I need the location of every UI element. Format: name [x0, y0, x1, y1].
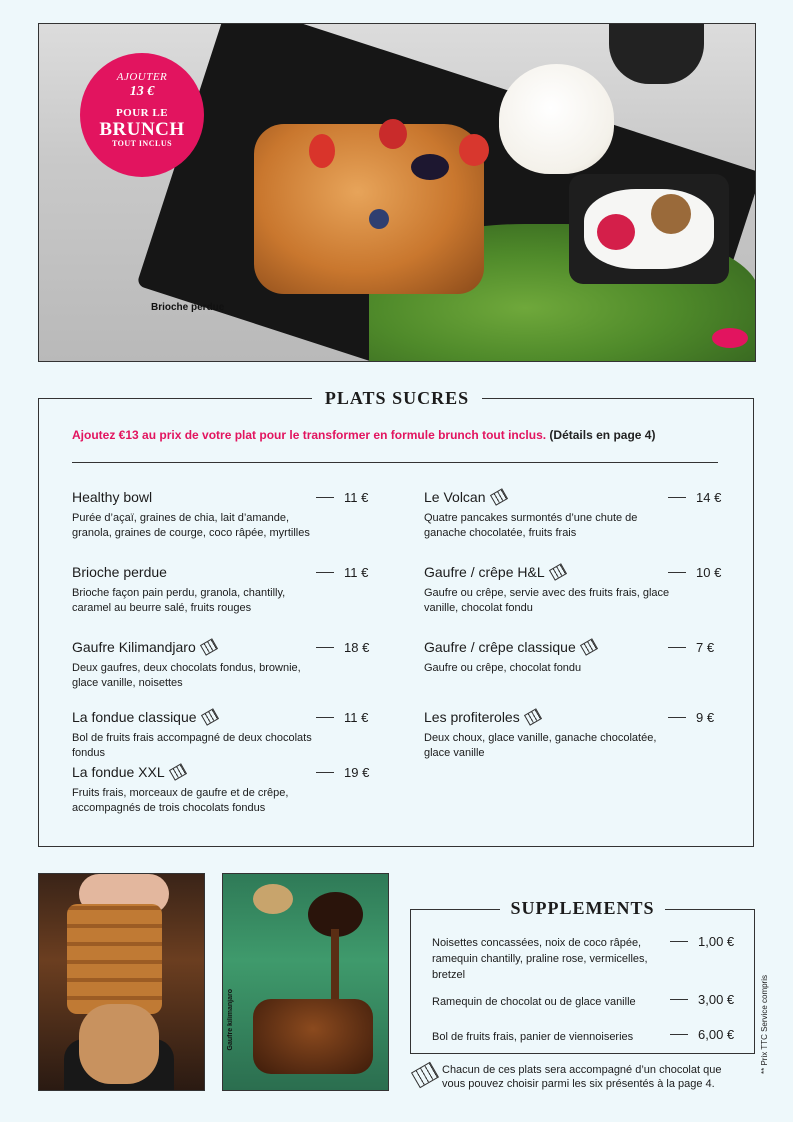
menu-item-description: Bol de fruits frais accompagné de deux chocolats fondus	[72, 732, 312, 759]
supplement-item: Ramequin de chocolat ou de glace vanille	[432, 996, 636, 1008]
menu-item-name-text: La fondue classique	[72, 709, 197, 725]
caramel-dip-image	[79, 1004, 159, 1084]
menu-item-price	[668, 640, 714, 655]
price-dash	[316, 717, 334, 718]
waffle-image	[67, 904, 162, 1014]
chocolate-bar-icon	[200, 638, 218, 655]
menu-item-description: Purée d’açaï, graines de chia, lait d’amande, granola, graines de courge, coco râpée, myrtilles	[72, 512, 310, 539]
menu-item-name-text: Gaufre / crêpe classique	[424, 639, 576, 655]
menu-item-description: Quatre pancakes surmontés d’une chute de ganache chocolatée, fruits frais	[424, 512, 638, 539]
supplement-price	[670, 992, 734, 1007]
menu-item-name-text: Healthy bowl	[72, 489, 153, 505]
coffee-cup-image	[609, 23, 704, 84]
supplement-item: Bol de fruits frais, panier de viennoiseries	[432, 1031, 634, 1043]
price-dash	[668, 717, 686, 718]
menu-item-price-value: 10 €	[696, 565, 722, 580]
menu-item-price	[316, 710, 368, 725]
menu-item-price-value: 19 €	[344, 765, 370, 780]
menu-item-price	[668, 565, 721, 580]
menu-item-price	[316, 490, 368, 505]
kilimanjaro-photo	[222, 873, 389, 1091]
badge-line-3: POUR LE	[115, 107, 169, 119]
chocolate-bar-icon	[524, 708, 542, 725]
price-dash	[668, 497, 686, 498]
price-dash	[316, 572, 334, 573]
badge-line-2: 13 €	[129, 84, 155, 99]
brunch-promo-text	[72, 428, 655, 442]
plats-sucres-title: PLATS SUCRES	[312, 388, 482, 410]
price-dash	[670, 1034, 688, 1035]
chocolate-note: Chacun de ces plats sera accompagné d’un chocolat que vous pouvez choisir parmi les six présentés à la page 4.	[442, 1064, 722, 1090]
raspberry-icon	[597, 214, 635, 250]
promo-details: (Détails en page 4)	[549, 428, 656, 442]
menu-item-price-value: 14 €	[696, 490, 722, 505]
strawberry-icon	[379, 119, 407, 149]
menu-item-price	[316, 640, 369, 655]
chocolate-bar-icon	[549, 563, 567, 580]
menu-item-name-text: Les profiteroles	[424, 709, 520, 725]
divider	[72, 462, 718, 463]
supplement-item: Noisettes concassées, noix de coco râpée, ramequin chantilly, praline rose, vermicelles, bretzel	[432, 937, 648, 981]
menu-item-price-value: 11 €	[344, 565, 369, 580]
promo-highlight: Ajoutez €13 au prix de votre plat pour le transformer en formule brunch tout inclus.	[72, 428, 547, 442]
menu-item-price-value: 7 €	[696, 640, 715, 655]
menu-item-description: Fruits frais, morceaux de gaufre et de crêpe, accompagnés de trois chocolats fondus	[72, 787, 289, 814]
walnut-icon	[651, 194, 691, 234]
badge-line-1: AJOUTER	[116, 71, 168, 83]
menu-item-name-text: Brioche perdue	[72, 564, 167, 580]
supplement-price-value: 1,00 €	[698, 934, 735, 949]
lips-logo-icon	[712, 328, 748, 348]
menu-item-price	[316, 565, 368, 580]
price-dash	[316, 647, 334, 648]
chocolate-bar-icon	[489, 488, 507, 505]
menu-item-price	[316, 765, 369, 780]
menu-item-price-value: 9 €	[696, 710, 715, 725]
menu-item-price-value: 11 €	[344, 490, 369, 505]
menu-item-name-text: Gaufre / crêpe H&L	[424, 564, 545, 580]
price-dash	[670, 941, 688, 942]
menu-item-name-text: Gaufre Kilimandjaro	[72, 639, 196, 655]
brioche-image	[254, 124, 484, 294]
whipped-cream-image	[499, 64, 614, 174]
chocolate-bar-icon	[580, 638, 598, 655]
menu-item-description: Gaufre ou crêpe, chocolat fondu	[424, 662, 582, 674]
chocolate-bar-icon	[411, 1062, 439, 1089]
menu-item-price	[668, 710, 714, 725]
price-dash	[668, 572, 686, 573]
price-info-note: ** Prix TTC Service compris	[760, 975, 769, 1074]
chocolate-bar-icon	[169, 763, 187, 780]
badge-line-5: TOUT INCLUS	[111, 139, 173, 148]
brunch-badge	[80, 53, 204, 177]
menu-item-description: Deux choux, glace vanille, ganache chocolatée, glace vanille	[424, 732, 657, 759]
supplements-title: SUPPLEMENTS	[500, 898, 665, 920]
chocolate-bar-icon	[200, 708, 218, 725]
waffle-stack-image	[253, 999, 373, 1074]
badge-line-4: BRUNCH	[99, 119, 185, 140]
menu-item-description: Deux gaufres, deux chocolats fondus, brownie, glace vanille, noisettes	[72, 662, 301, 689]
menu-item-name-text: Le Volcan	[424, 489, 486, 505]
nuts-image	[253, 884, 293, 914]
menu-item-price-value: 18 €	[344, 640, 370, 655]
supplement-price	[670, 934, 734, 949]
price-dash	[670, 999, 688, 1000]
menu-item-description: Gaufre ou crêpe, servie avec des fruits frais, glace vanille, chocolat fondu	[424, 587, 670, 614]
menu-item-description: Brioche façon pain perdu, granola, chantilly, caramel au beurre salé, fruits rouges	[72, 587, 286, 614]
strawberry-icon	[459, 134, 489, 166]
supplement-price-value: 3,00 €	[698, 992, 735, 1007]
waffle-dip-photo	[38, 873, 205, 1091]
kilimanjaro-caption: Gaufre kilimanjaro	[227, 989, 234, 1051]
supplement-price	[670, 1027, 734, 1042]
menu-item-price	[668, 490, 721, 505]
price-dash	[316, 497, 334, 498]
supplement-price-value: 6,00 €	[698, 1027, 735, 1042]
price-dash	[316, 772, 334, 773]
menu-item-price-value: 11 €	[344, 710, 369, 725]
hero-caption: Brioche perdue	[151, 302, 225, 313]
blueberry-icon	[369, 209, 389, 229]
price-dash	[668, 647, 686, 648]
strawberry-icon	[309, 134, 335, 168]
blackberry-icon	[411, 154, 449, 180]
menu-item-name-text: La fondue XXL	[72, 764, 165, 780]
